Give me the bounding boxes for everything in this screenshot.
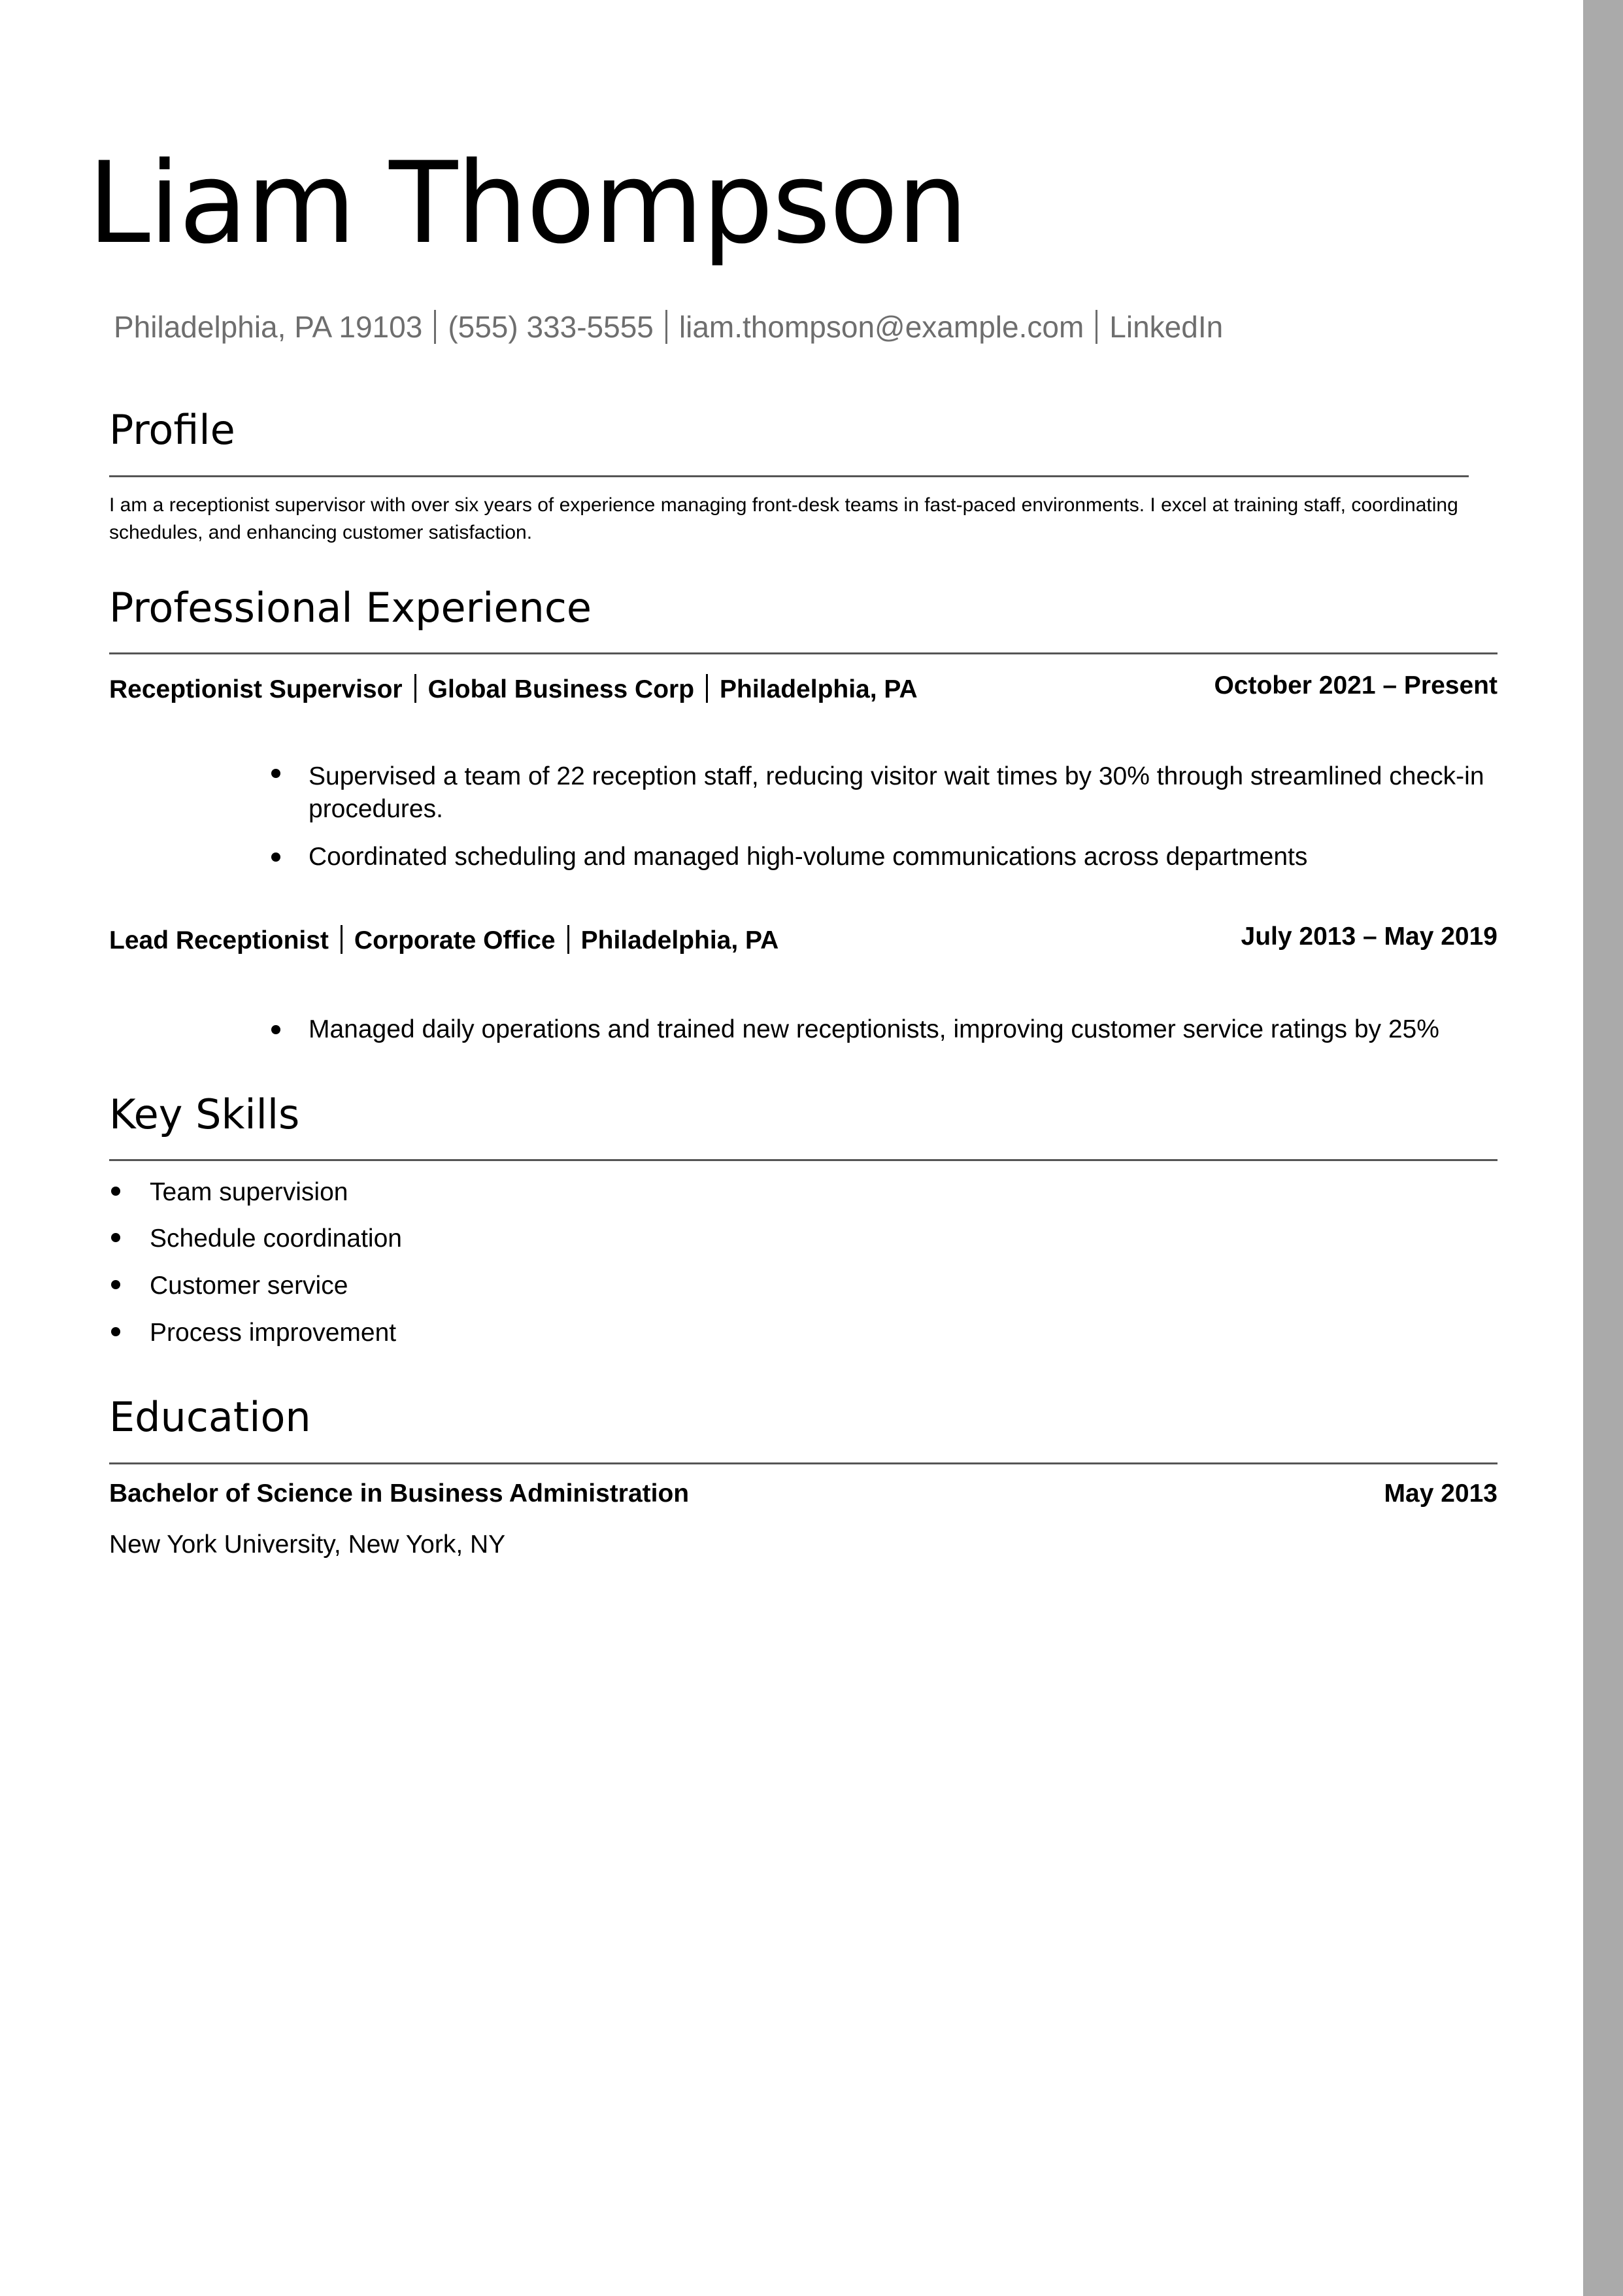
section-divider xyxy=(109,1462,1498,1464)
education-date: May 2013 xyxy=(1384,1479,1498,1508)
job-bullet: Coordinated scheduling and managed high-volume communications across departments xyxy=(309,843,1308,871)
job-role: Receptionist Supervisor xyxy=(109,675,403,703)
job-separator xyxy=(341,925,343,954)
section-title-experience: Professional Experience xyxy=(109,584,592,632)
bullet-icon xyxy=(271,1025,280,1034)
contact-location: Philadelphia, PA 19103 xyxy=(114,310,423,344)
job-dates-2: July 2013 – May 2019 xyxy=(1241,922,1498,951)
candidate-name: Liam Thompson xyxy=(88,137,967,269)
job-bullet: Managed daily operations and trained new receptionists, improving customer service ratings by 25% xyxy=(309,1015,1439,1043)
job-bullet: Supervised a team of 22 reception staff, reducing visitor wait times by 30% through streamlined check-in procedures. xyxy=(309,762,1484,823)
contact-separator xyxy=(1096,310,1097,344)
job-location: Philadelphia, PA xyxy=(580,926,779,954)
contact-email[interactable]: liam.thompson@example.com xyxy=(678,310,1084,344)
bullet-icon xyxy=(111,1187,120,1196)
job-separator xyxy=(414,674,416,703)
job-header-1 xyxy=(109,673,918,706)
education-degree: Bachelor of Science in Business Administration xyxy=(109,1479,690,1508)
job-company: Corporate Office xyxy=(354,926,556,954)
job-dates-1: October 2021 – Present xyxy=(1214,671,1498,700)
skill-item: Process improvement xyxy=(150,1319,397,1347)
section-divider xyxy=(109,652,1498,654)
contact-separator xyxy=(434,310,436,344)
bullet-icon xyxy=(271,853,280,862)
section-divider xyxy=(109,475,1469,477)
right-gutter-bar xyxy=(1583,0,1623,2296)
bullet-icon xyxy=(111,1327,120,1336)
contact-separator xyxy=(665,310,667,344)
profile-summary: I am a receptionist supervisor with over six years of experience managing front-desk teams in fast-paced environments. I excel at training staff, coordinating schedules, and enhancing customer satisfaction. xyxy=(109,494,1458,543)
skill-item: Team supervision xyxy=(150,1178,348,1206)
skill-item: Customer service xyxy=(150,1272,348,1300)
job-separator xyxy=(706,674,708,703)
contact-line xyxy=(114,307,1223,346)
skill-item: Schedule coordination xyxy=(150,1224,402,1253)
job-company: Global Business Corp xyxy=(427,675,695,703)
job-header-2 xyxy=(109,924,778,957)
contact-phone: (555) 333-5555 xyxy=(448,310,654,344)
job-role: Lead Receptionist xyxy=(109,926,329,954)
bullet-icon xyxy=(271,769,280,778)
education-school: New York University, New York, NY xyxy=(109,1530,506,1559)
bullet-icon xyxy=(111,1233,120,1242)
job-location: Philadelphia, PA xyxy=(720,675,918,703)
section-title-education: Education xyxy=(109,1393,311,1441)
job-separator xyxy=(567,925,569,954)
section-title-skills: Key Skills xyxy=(109,1090,300,1138)
contact-linkedin-link[interactable]: LinkedIn xyxy=(1109,310,1224,344)
section-divider xyxy=(109,1159,1498,1161)
section-title-profile: Profile xyxy=(109,406,235,454)
bullet-icon xyxy=(111,1280,120,1289)
